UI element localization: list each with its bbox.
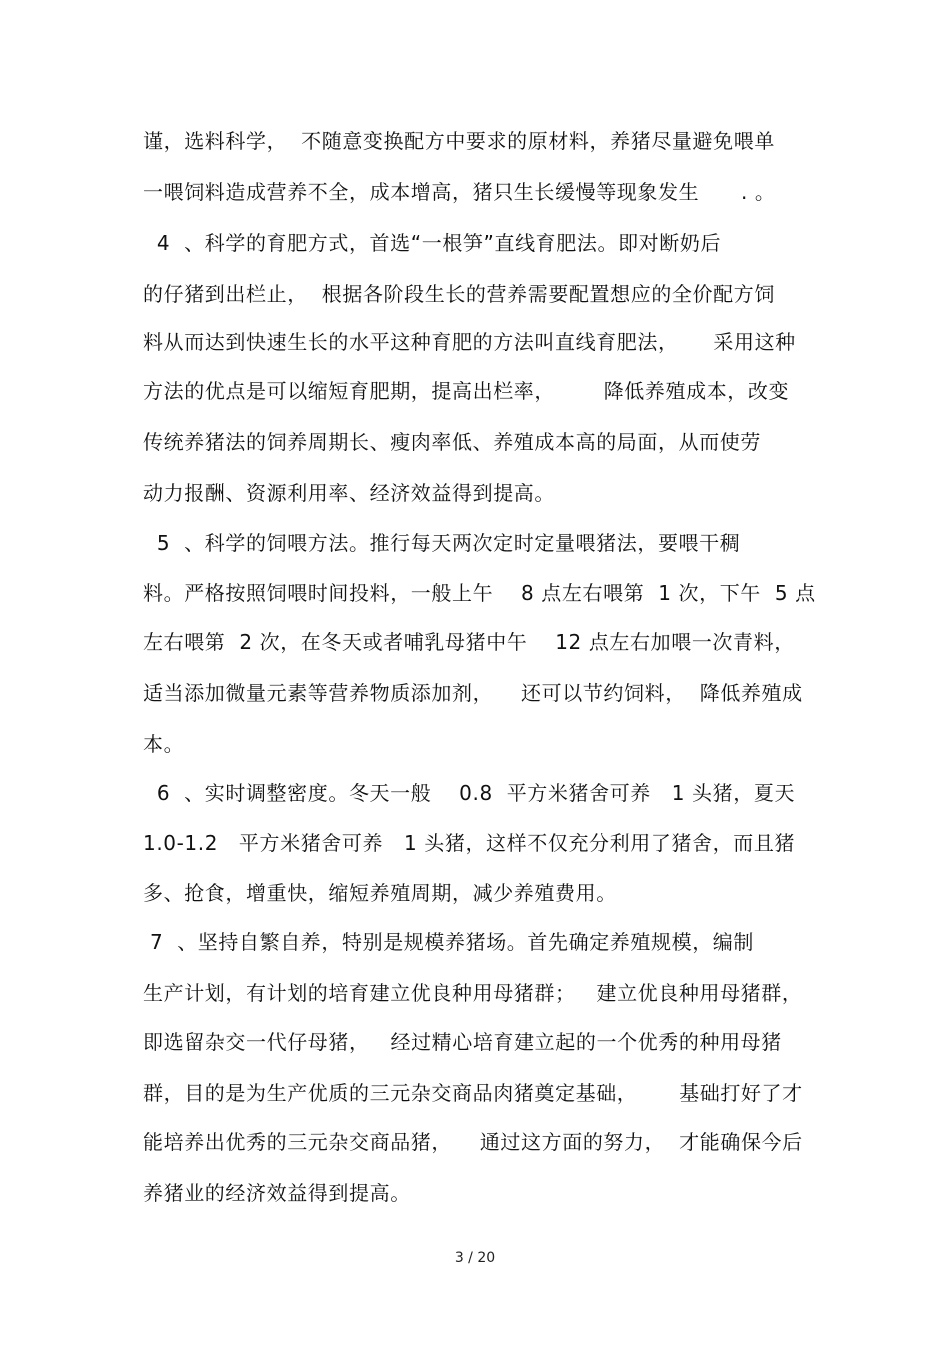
text-line: 多、抢食，增重快，缩短养殖周期，减少养殖费用。 (143, 881, 617, 905)
text-line: 能培养出优秀的三元杂交商品猪， 通过这方面的努力， 才能确保今后 (143, 1130, 803, 1154)
text-line: 生产计划，有计划的培育建立优良种用母猪群； 建立优良种用母猪群， (143, 981, 803, 1005)
text-line: 4 、科学的育肥方式，首选“一根笋”直线育肥法。即对断奶后 (143, 231, 722, 255)
page-number: 3 / 20 (454, 1250, 496, 1266)
text-line: 即选留杂交一代仔母猪， 经过精心培育建立起的一个优秀的种用母猪 (143, 1030, 782, 1054)
text-line: 适当添加微量元素等营养物质添加剂， 还可以节约饲料， 降低养殖成 (143, 681, 803, 705)
text-line: 一喂饲料造成营养不全，成本增高，猪只生长缓慢等现象发生 . 。 (143, 180, 776, 204)
text-line: 5 、科学的饲喂方法。推行每天两次定时定量喂猪法，要喂干稠 (143, 531, 741, 555)
text-line: 养猪业的经济效益得到提高。 (143, 1181, 411, 1205)
text-line: 方法的优点是可以缩短育肥期，提高出栏率， 降低养殖成本，改变 (143, 379, 790, 403)
text-line: 群，目的是为生产优质的三元杂交商品肉猪奠定基础， 基础打好了才 (143, 1081, 803, 1105)
text-line: 6 、实时调整密度。冬天一般 0.8 平方米猪舍可养 1 头猪，夏天 (143, 781, 796, 805)
text-line: 传统养猪法的饲养周期长、瘦肉率低、养殖成本高的局面，从而使劳 (143, 430, 761, 454)
text-line: 料从而达到快速生长的水平这种育肥的方法叫直线育肥法， 采用这种 (143, 330, 796, 354)
text-line: 7 、坚持自繁自养，特别是规模养猪场。首先确定养殖规模，编制 (143, 930, 754, 954)
text-line: 动力报酬、资源利用率、经济效益得到提高。 (143, 481, 555, 505)
text-line: 谨，选料科学， 不随意变换配方中要求的原材料，养猪尽量避免喂单 (143, 129, 775, 153)
text-line: 左右喂第 2 次，在冬天或者哺乳母猪中午 12 点左右加喂一次青料， (143, 630, 795, 654)
text-line: 的仔猪到出栏止， 根据各阶段生长的营养需要配置想应的全价配方饲 (143, 282, 775, 306)
text-line: 料。严格按照饲喂时间投料，一般上午 8 点左右喂第 1 次，下午 5 点 (143, 581, 816, 605)
text-line: 本。 (143, 732, 185, 756)
text-line: 1.0-1.2 平方米猪舍可养 1 头猪，这样不仅充分利用了猪舍，而且猪 (143, 831, 796, 855)
